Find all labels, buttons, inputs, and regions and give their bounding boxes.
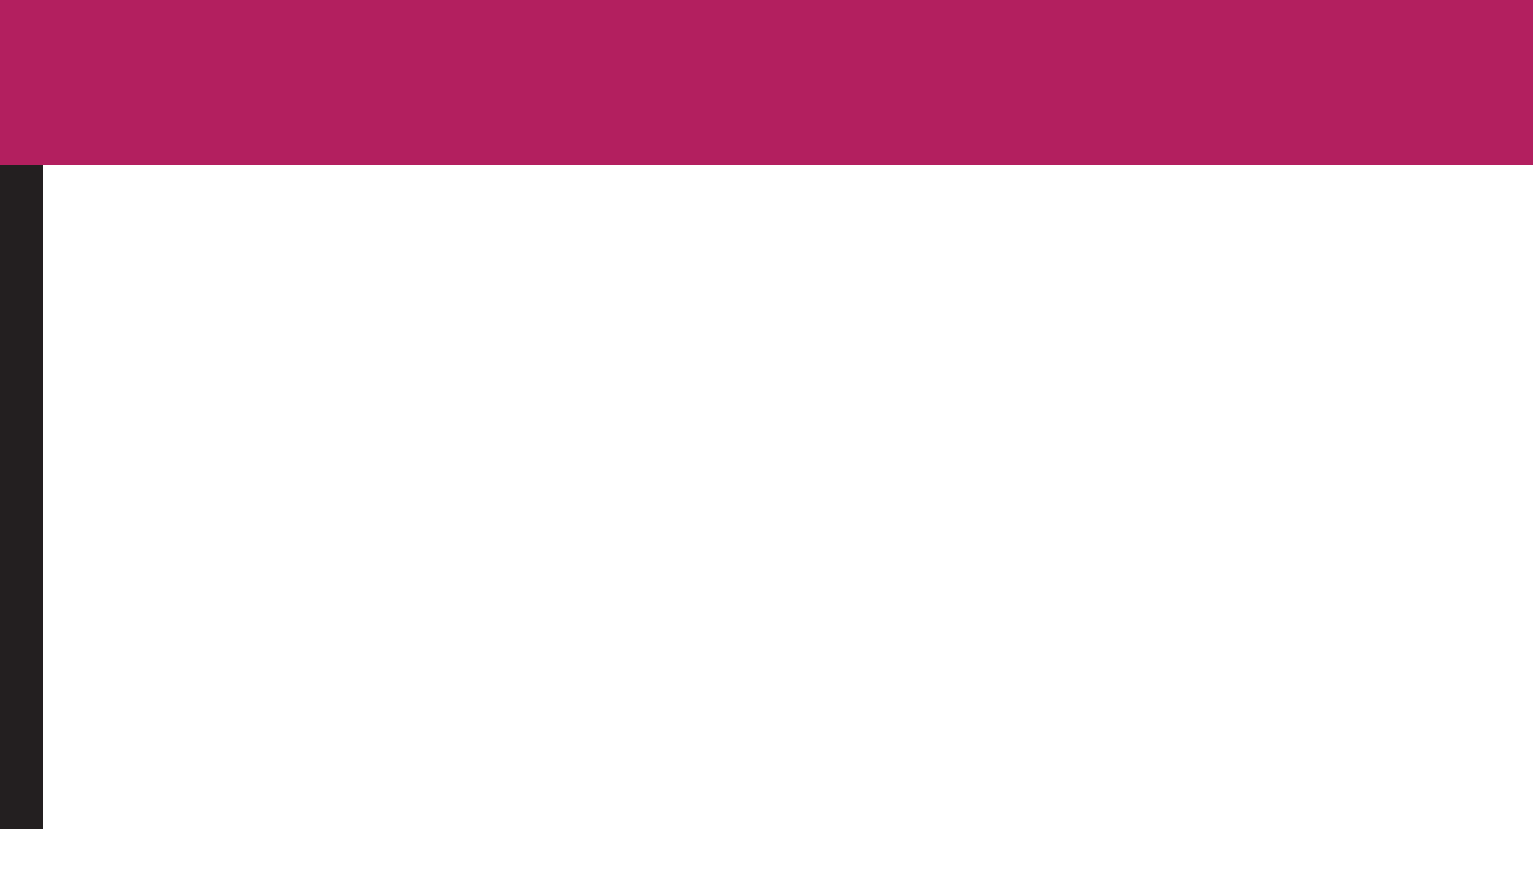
table-header — [0, 0, 1533, 165]
side-band — [0, 165, 43, 829]
